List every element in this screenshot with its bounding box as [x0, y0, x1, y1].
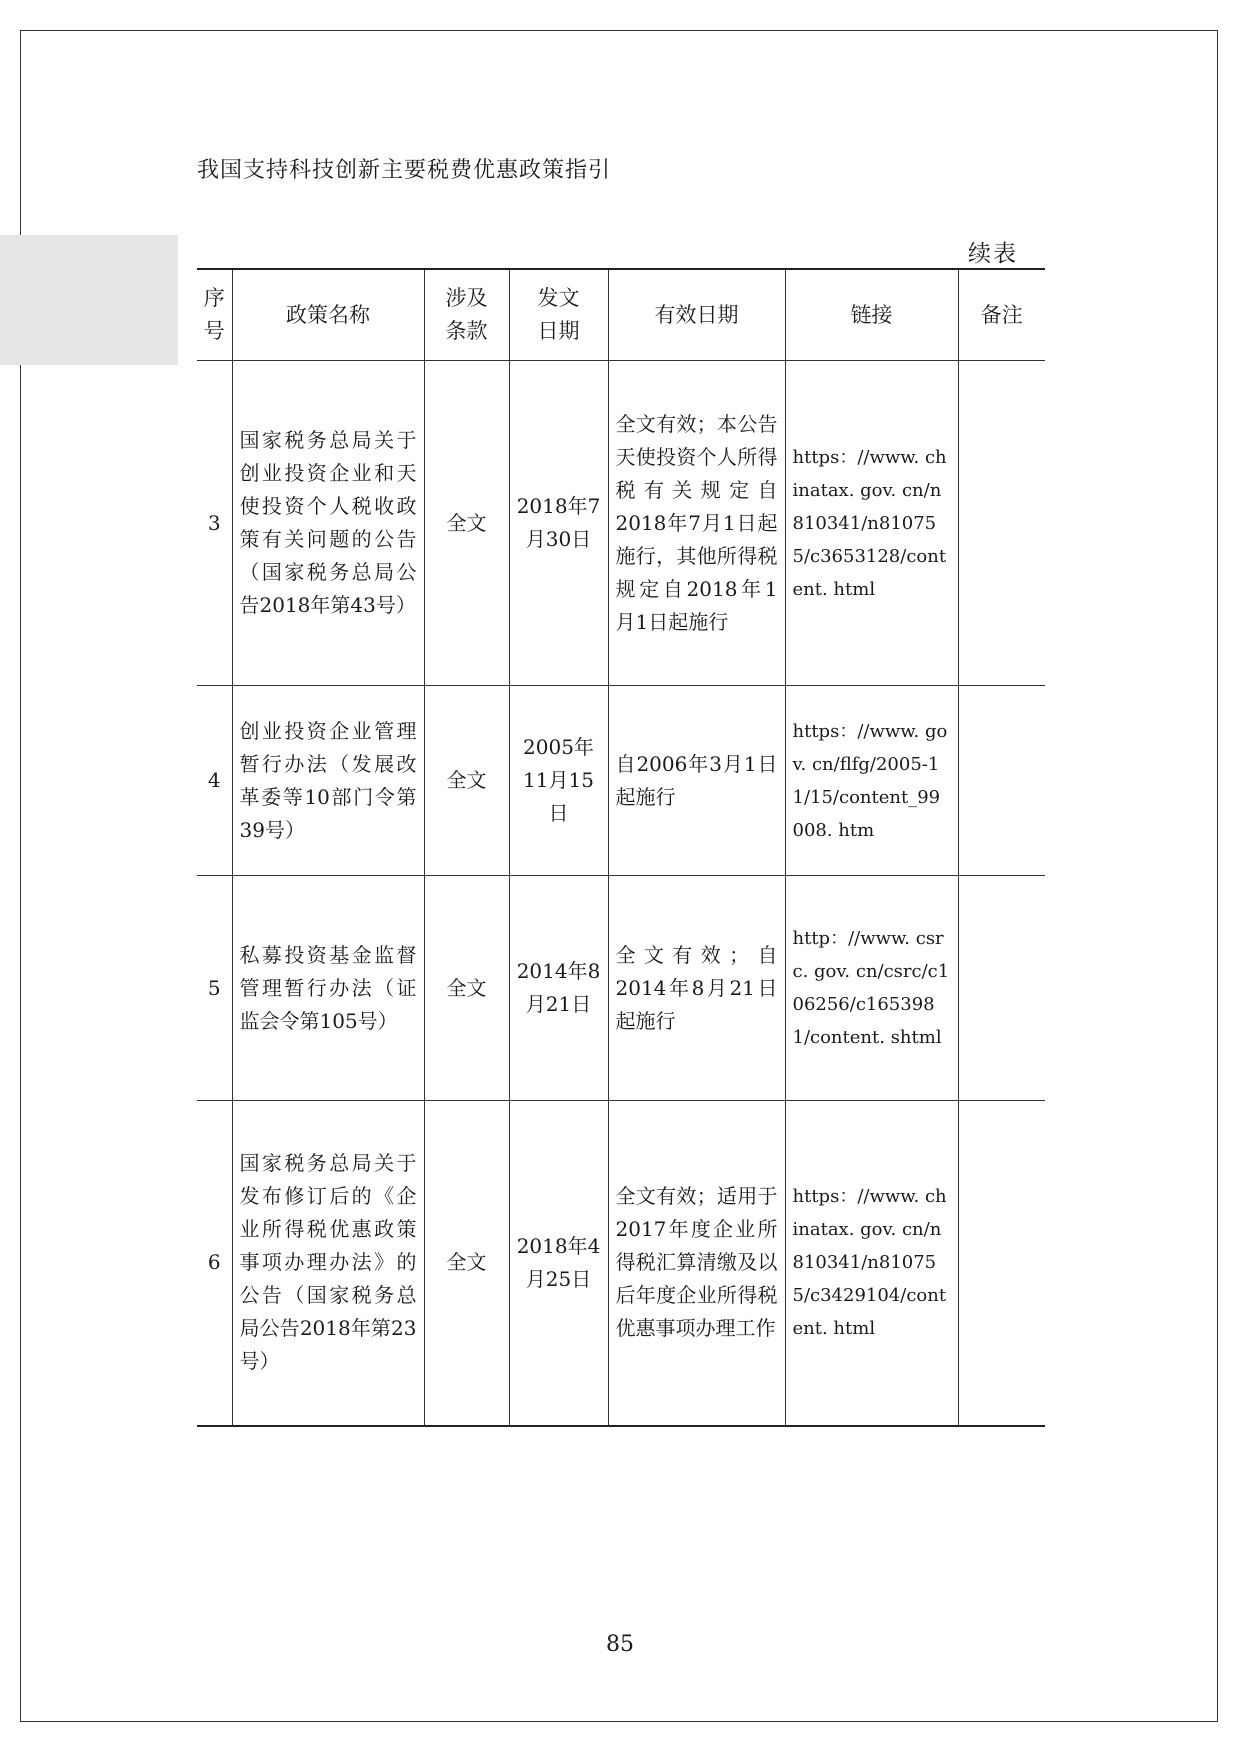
- row-no: 5: [197, 876, 232, 1101]
- header-scope: 涉及 条款: [424, 269, 509, 361]
- row-issue-date: 2018年7月30日: [509, 361, 608, 686]
- row-link[interactable]: http：//www. csrc. gov. cn/csrc/c106256/c1653981/content. shtml: [785, 876, 958, 1101]
- row-scope: 全文: [424, 361, 509, 686]
- row-note: [958, 1101, 1045, 1426]
- side-tab-marker: [0, 235, 178, 365]
- row-policy-name: 国家税务总局关于创业投资企业和天使投资个人税收政策有关问题的公告（国家税务总局公告2018年第43号）: [232, 361, 424, 686]
- header-name: 政策名称: [232, 269, 424, 361]
- row-scope: 全文: [424, 1101, 509, 1426]
- table-header-row: [197, 269, 1045, 361]
- page-number: 85: [606, 1632, 634, 1657]
- header-issue-date: 发文 日期: [509, 269, 608, 361]
- header-valid-date: 有效日期: [608, 269, 785, 361]
- row-valid-date: 全文有效；自2014年8月21日起施行: [608, 876, 785, 1101]
- row-note: [958, 686, 1045, 876]
- row-note: [958, 361, 1045, 686]
- row-valid-date: 自2006年3月1日起施行: [608, 686, 785, 876]
- table-row: [197, 361, 1045, 686]
- row-issue-date: 2014年8月21日: [509, 876, 608, 1101]
- row-scope: 全文: [424, 876, 509, 1101]
- row-link[interactable]: https：//www. gov. cn/flfg/2005-11/15/content_99008. htm: [785, 686, 958, 876]
- row-valid-date: 全文有效；适用于2017年度企业所得税汇算清缴及以后年度企业所得税优惠事项办理工作: [608, 1101, 785, 1426]
- row-valid-date: 全文有效；本公告天使投资个人所得税有关规定自2018年7月1日起施行，其他所得税规定自2018年1月1日起施行: [608, 361, 785, 686]
- row-no: 6: [197, 1101, 232, 1426]
- row-link[interactable]: https：//www. chinatax. gov. cn/n810341/n810755/c3653128/content. html: [785, 361, 958, 686]
- row-scope: 全文: [424, 686, 509, 876]
- table-row: [197, 876, 1045, 1101]
- header-link: 链接: [785, 269, 958, 361]
- row-issue-date: 2018年4月25日: [509, 1101, 608, 1426]
- row-issue-date: 2005年11月15日: [509, 686, 608, 876]
- running-header: 我国支持科技创新主要税费优惠政策指引: [197, 158, 612, 183]
- table-row: [197, 1101, 1045, 1426]
- table-row: [197, 686, 1045, 876]
- row-link[interactable]: https：//www. chinatax. gov. cn/n810341/n810755/c3429104/content. html: [785, 1101, 958, 1426]
- row-note: [958, 876, 1045, 1101]
- policy-table: [197, 268, 1045, 1427]
- row-policy-name: 私募投资基金监督管理暂行办法（证监会令第105号）: [232, 876, 424, 1101]
- row-policy-name: 创业投资企业管理暂行办法（发展改革委等10部门令第39号）: [232, 686, 424, 876]
- continuation-label: 续表: [968, 241, 1018, 267]
- row-no: 3: [197, 361, 232, 686]
- header-no: 序 号: [197, 269, 232, 361]
- row-no: 4: [197, 686, 232, 876]
- row-policy-name: 国家税务总局关于发布修订后的《企业所得税优惠政策事项办理办法》的公告（国家税务总局公告2018年第23号）: [232, 1101, 424, 1426]
- header-note: 备注: [958, 269, 1045, 361]
